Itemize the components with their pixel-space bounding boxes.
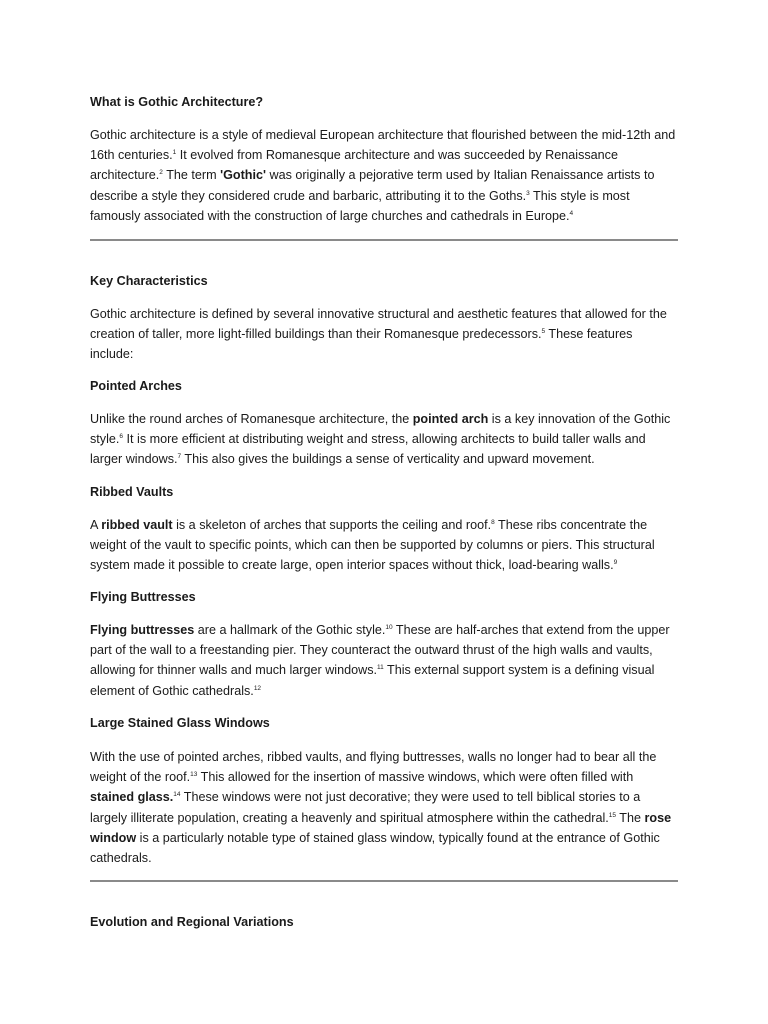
paragraph-key-characteristics <box>90 304 678 365</box>
footnote-ref: 7 <box>177 453 182 461</box>
heading-what-is-gothic: What is Gothic Architecture? <box>90 95 264 109</box>
footnote-ref: 5 <box>541 328 546 336</box>
bold-term: 'Gothic' <box>220 168 266 183</box>
bold-term: rose window <box>90 810 672 845</box>
footnote-ref: 12 <box>253 684 262 692</box>
footnote-ref: 3 <box>526 189 530 197</box>
text-run: A <box>90 518 102 532</box>
heading-flying-buttresses: Flying Buttresses <box>90 590 196 604</box>
horizontal-rule <box>90 239 678 241</box>
heading-ribbed-vaults: Ribbed Vaults <box>90 485 174 499</box>
paragraph-ribbed-vaults <box>90 515 678 576</box>
text-run: This allowed for the insertion of massive windows, which were often filled with <box>197 770 634 785</box>
horizontal-rule <box>90 880 678 882</box>
text-run: is a key innovation of the Gothic style. <box>90 412 671 447</box>
text-run: These ribs concentrate the weight of the vault to specific points, which can then be supported by columns or piers. This structural system made it possible to create large, open interior spaces without thick, load-bearing walls. <box>90 518 655 573</box>
footnote-ref: 8 <box>491 519 495 526</box>
footnote-ref: 15 <box>608 811 616 819</box>
text-run: Gothic architecture is a style of medieval European architecture that flourished between the mid-12th and 16th centuries. <box>90 128 676 163</box>
footnote-ref: 14 <box>173 791 181 799</box>
text-run: Unlike the round arches of Romanesque architecture, the <box>90 412 413 426</box>
text-run: This external support system is a defining visual element of Gothic cathedrals. <box>90 663 655 698</box>
text-run: This style is most famously associated with the construction of large churches and cathedrals in Europe. <box>90 188 630 223</box>
footnote-ref: 10 <box>385 624 393 631</box>
text-run: These features include: <box>90 327 633 362</box>
text-run: It evolved from Romanesque architecture and was succeeded by Renaissance architecture. <box>90 148 618 183</box>
paragraph-pointed-arches <box>90 409 678 470</box>
text-run: This also gives the buildings a sense of verticality and upward movement. <box>181 452 595 467</box>
text-run: These windows were not just decorative; they were used to tell biblical stories to a largely illiterate population, creating a heavenly and spiritual atmosphere within the cathedral. <box>90 790 641 825</box>
text-run: The term <box>162 168 221 183</box>
text-run: are a hallmark of the Gothic style. <box>194 623 386 637</box>
bold-term: ribbed vault <box>101 518 173 532</box>
footnote-ref: 9 <box>613 559 618 567</box>
text-run: It is more efficient at distributing weight and stress, allowing architects to build taller walls and larger windows. <box>90 432 646 467</box>
footnote-ref: 13 <box>190 771 198 779</box>
text-run: is a skeleton of arches that supports the ceiling and roof. <box>172 518 492 532</box>
text-run: is a particularly notable type of stained glass window, typically found at the entrance of Gothic cathedrals. <box>90 830 660 866</box>
footnote-ref: 4 <box>569 209 574 217</box>
paragraph-flying-buttresses <box>90 620 678 701</box>
text-run: was originally a pejorative term used by Italian Renaissance artists to describe a style they considered crude and barbaric, attributing it to the Goths. <box>90 168 655 203</box>
text-run: With the use of pointed arches, ribbed vaults, and flying buttresses, walls no longer had to bear all the weight of the roof. <box>90 750 657 785</box>
heading-key-characteristics: Key Characteristics <box>90 274 208 288</box>
footnote-ref: 6 <box>119 433 124 441</box>
heading-stained-glass: Large Stained Glass Windows <box>90 716 270 730</box>
footnote-ref: 2 <box>159 169 163 177</box>
text-run: Gothic architecture is defined by several innovative structural and aesthetic features that allowed for the creation of taller, more light-filled buildings than their Romanesque predecessors. <box>90 307 667 342</box>
footnote-ref: 11 <box>377 664 384 672</box>
bold-term: Flying buttresses <box>90 623 195 637</box>
bold-term: stained glass. <box>90 790 174 805</box>
bold-term: pointed arch <box>412 412 489 426</box>
text-run: The <box>615 810 645 825</box>
heading-pointed-arches: Pointed Arches <box>90 379 182 393</box>
paragraph-intro <box>90 125 678 226</box>
paragraph-stained-glass <box>90 747 678 868</box>
footnote-ref: 1 <box>172 149 177 157</box>
text-run: These are half-arches that extend from the upper part of the wall to a freestanding pier. They counteract the outward thrust of the high walls and vaults, allowing for thinner walls and much larger windows. <box>90 623 670 678</box>
heading-evolution: Evolution and Regional Variations <box>90 915 294 929</box>
